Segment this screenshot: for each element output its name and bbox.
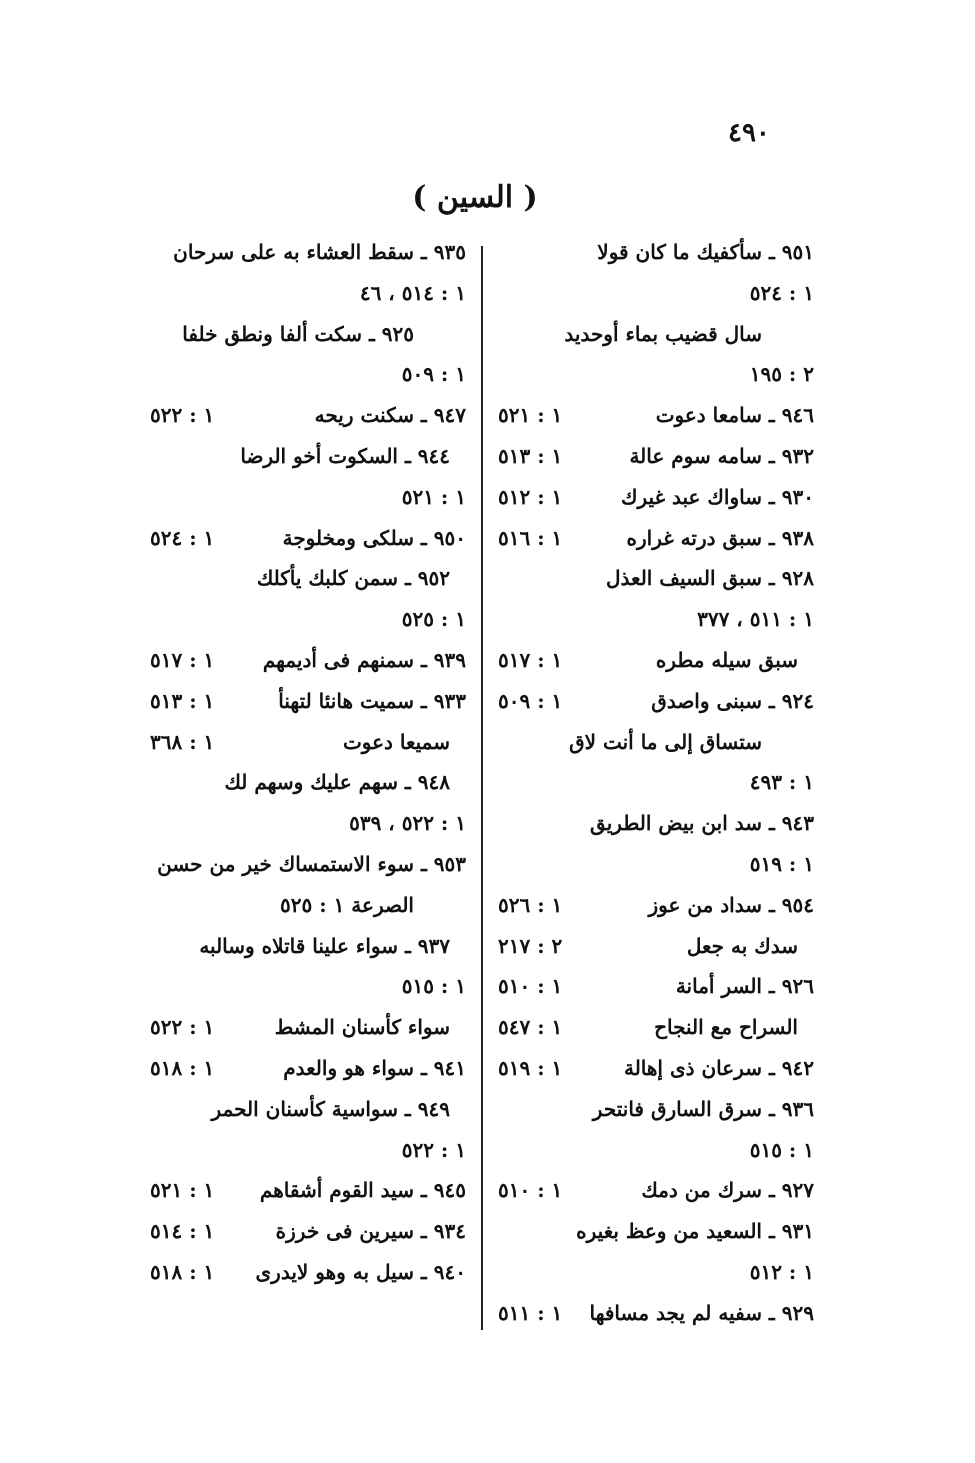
index-line [496,314,814,355]
proverb-text: ٩٤٦ ـ سامعا دعوت [655,403,814,428]
page-reference: ١ : ٥٠٩ [401,362,466,387]
index-line [148,395,466,436]
index-line [496,885,814,926]
page-reference: ١ : ٥١٠ [498,974,563,999]
index-line [496,640,814,681]
proverb-text: ٩٤٧ ـ سكنت ريحه [314,403,466,428]
proverb-text: ٩٣٩ ـ سمنهم فى أديمهم [262,647,466,672]
index-line [148,722,466,763]
index-line [148,599,466,640]
index-line [148,232,466,273]
index-line [496,681,814,722]
section-title: ( السين ) [412,180,538,215]
index-line [148,1252,466,1293]
page-reference: ١ : ٥٢١ [401,484,466,509]
proverb-text: سبق سيله مطره [655,647,798,672]
page-reference: ١ : ٥١٤ ، ٤٦ [359,280,466,305]
proverb-text: ٩٢٦ ـ السر أمانة [675,974,814,999]
page-reference: ١ : ٥١٧ [150,647,215,672]
page-reference: ١ : ٥١٩ [749,851,814,876]
proverb-text: ٩٣٨ ـ سبق درته غراره [626,525,814,550]
index-line [496,599,814,640]
page-reference: ١ : ٥١٩ [498,1055,563,1080]
proverb-text: ٩٣٣ ـ سميت هانئا لتهنأ [278,688,466,713]
page-reference: ١ : ٥١١ ، ٣٧٧ [697,607,814,632]
page-reference: ١ : ٥١٣ [150,688,215,713]
index-line [148,1170,466,1211]
proverb-text: ٩٣٥ ـ سقط العشاء به على سرحان [173,240,466,264]
column-divider [481,246,483,1330]
index-line [148,314,466,355]
page-reference: ١ : ٥١١ [498,1300,563,1325]
index-line [148,926,466,967]
page-reference: ١ : ٥١٣ [498,443,563,468]
proverb-text: ٩٤٠ ـ سيل به وهو لايدرى [255,1259,466,1284]
proverb-text: ٩٣١ ـ السعيد من وعظ بغيره [576,1219,814,1244]
page-reference: ١ : ٥١٢ [498,484,563,509]
proverb-text: ٩٣٤ ـ سيرين فى خرزة [275,1219,466,1244]
index-line [148,1089,466,1130]
index-line [148,1211,466,1252]
page-reference: ٢ : ٢١٧ [498,933,563,958]
index-line [496,354,814,395]
index-line [496,518,814,559]
proverb-text: ٩٤٩ ـ سواسية كأسنان الحمر [211,1096,450,1121]
proverb-text: ٩٢٧ ـ سرك من دمك [641,1178,814,1203]
index-line [496,1293,814,1334]
index-line [148,1048,466,1089]
proverb-text: الصرعة ١ : ٥٢٥ [280,892,414,917]
page-reference: ١ : ٥٢٦ [498,892,563,917]
index-line [496,1130,814,1171]
proverb-text: السراح مع النجاح [654,1015,798,1040]
proverb-text: ٩٤٤ ـ السكوت أخو الرضا [240,443,450,468]
proverb-text: ستساق إلى ما أنت لاق [569,729,762,754]
proverb-text: ٩٥١ ـ سأكفيك ما كان قولا [597,240,814,264]
proverb-text: ٩٣٧ ـ سواء علينا قاتلاه وسالبه [199,933,450,958]
page-reference: ١ : ٥٢٢ [150,1015,215,1040]
page-reference: ١ : ٥١٦ [498,525,563,550]
page-reference: ١ : ٥١٠ [498,1178,563,1203]
index-line [496,395,814,436]
page-reference: ١ : ٥٢٢ [401,1137,466,1162]
index-line [496,803,814,844]
page-reference: ١ : ٥٤٧ [498,1015,563,1040]
page-reference: ١ : ٥٢١ [498,403,563,428]
index-line [496,232,814,273]
index-line [148,354,466,395]
index-line [148,273,466,314]
index-line [496,926,814,967]
proverb-text: ٩٢٥ ـ سكت ألفا ونطق خلفا [182,321,414,346]
proverb-text: ٩٢٩ ـ سفيه لم يجد مسافها [589,1300,814,1325]
proverb-text: ٩٤٢ ـ سرعان ذى إهالة [623,1055,814,1080]
page-reference: ١ : ٥٢٢ [150,403,215,428]
page-reference: ١ : ٥١٥ [749,1137,814,1162]
proverb-text: سواء كأسنان المشط [274,1015,450,1040]
page-reference: ١ : ٥٢٥ [401,607,466,632]
index-line [148,558,466,599]
index-column-right [496,232,814,1334]
proverb-text: ٩٣٦ ـ سرق السارق فانتحر [592,1096,814,1121]
index-line [148,885,466,926]
index-line [148,844,466,885]
index-line [496,1211,814,1252]
index-line [148,1007,466,1048]
proverb-text: ٩٢٨ ـ سبق السيف العذل [606,566,814,591]
index-line [496,1170,814,1211]
page-reference: ١ : ٥١٤ [150,1219,215,1244]
index-line [496,1007,814,1048]
page-number: ٤٩٠ [728,118,770,148]
index-line [496,1089,814,1130]
index-line [148,803,466,844]
page-reference: ١ : ٣٦٨ [150,729,215,754]
proverb-text: سدك به جعل [686,933,798,958]
proverb-text: ٩٤٥ ـ سيد القوم أشقاهم [259,1178,466,1203]
index-line [148,477,466,518]
index-line [496,558,814,599]
index-line [496,762,814,803]
page-reference: ١ : ٥١٢ [749,1259,814,1284]
index-line [148,518,466,559]
index-line [496,273,814,314]
index-line [148,762,466,803]
proverb-text: سميعا دعوت [342,729,450,754]
page-reference: ٢ : ١٩٥ [749,362,814,387]
proverb-text: ٩٤١ ـ سواء هو والعدم [283,1055,466,1080]
index-line [496,1048,814,1089]
index-column-left [148,232,466,1293]
page-reference: ١ : ٥٢٤ [749,280,814,305]
proverb-text: سال قضيب بماء أوحديد [564,321,762,346]
proverb-text: ٩٤٨ ـ سهم عليك وسهم لك [224,770,450,795]
page-reference: ١ : ٥١٨ [150,1055,215,1080]
page-reference: ١ : ٥١٨ [150,1259,215,1284]
index-line [148,436,466,477]
page-reference: ١ : ٤٩٣ [749,770,814,795]
page-reference: ١ : ٥١٥ [401,974,466,999]
page-reference: ١ : ٥٢٢ ، ٥٣٩ [349,811,466,836]
proverb-text: ٩٣٢ ـ سامه سوم عالة [629,443,814,468]
index-line [148,681,466,722]
page-reference: ١ : ٥٠٩ [498,688,563,713]
index-line [148,640,466,681]
index-line [148,1130,466,1171]
proverb-text: ٩٥٠ ـ سلكى ومخلوجة [282,525,466,550]
proverb-text: ٩٥٢ ـ سمن كلبك يأكلك [256,566,450,591]
page-reference: ١ : ٥١٧ [498,647,563,672]
proverb-text: ٩٣٠ ـ ساواك عبد غيرك [621,484,814,509]
proverb-text: ٩٥٣ ـ سوء الاستمساك خير من حسن [157,851,466,876]
page-reference: ١ : ٥٢١ [150,1178,215,1203]
index-line [148,966,466,1007]
proverb-text: ٩٤٣ ـ سد ابن بيض الطريق [590,811,814,836]
proverb-text: ٩٥٤ ـ سداد من عوز [648,892,814,917]
index-line [496,1252,814,1293]
index-line [496,722,814,763]
index-line [496,436,814,477]
page-reference: ١ : ٥٢٤ [150,525,215,550]
proverb-text: ٩٢٤ ـ سبنى واصدق [651,688,814,713]
index-line [496,966,814,1007]
index-line [496,477,814,518]
index-line [496,844,814,885]
